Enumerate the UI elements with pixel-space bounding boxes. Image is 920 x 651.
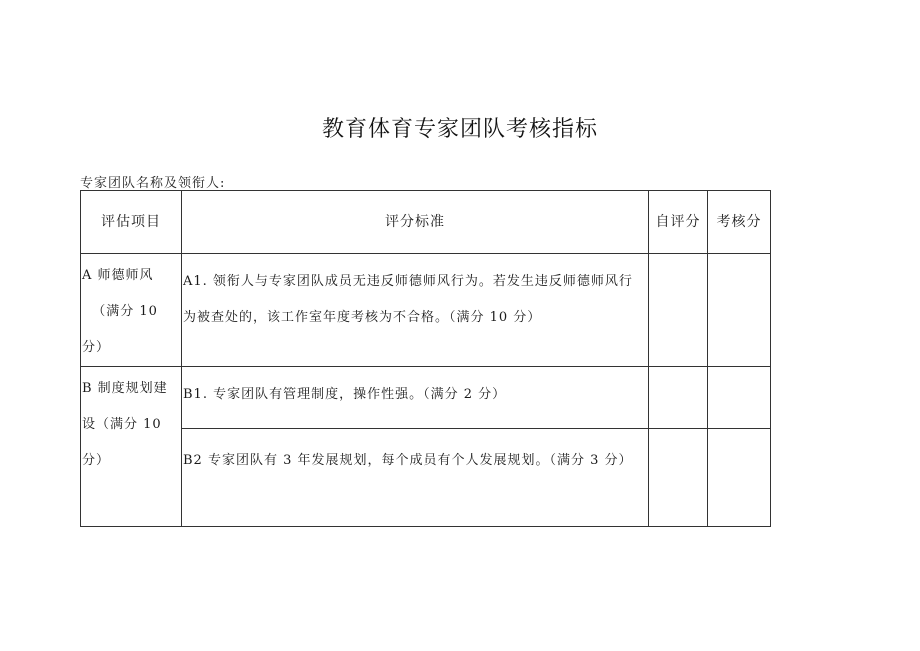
category-b: [81, 367, 181, 479]
criteria-cell-b1: [182, 367, 649, 429]
criteria-cell-a1: [182, 254, 649, 367]
review-score-cell-b2[interactable]: [708, 429, 771, 527]
header-review-score: 考核分: [708, 191, 771, 254]
criteria-a1: A1. 领衔人与专家团队成员无违反师德师风行为。若发生违反师德师风行为被查处的，该工作室年度考核为不合格。（满分 10 分）: [183, 274, 633, 325]
criteria-b2: B2 专家团队有 3 年发展规划，每个成员有个人发展规划。（满分 3 分）: [183, 453, 633, 468]
review-score-cell-a1[interactable]: [708, 254, 771, 367]
category-b-line3: 分）: [82, 453, 111, 468]
category-cell-b: [81, 367, 182, 527]
team-name-label: 专家团队名称及领衔人:: [80, 176, 226, 191]
assessment-table: [80, 190, 771, 527]
category-a-line3: 分）: [82, 340, 111, 355]
category-b-line2: 设（满分 10: [82, 417, 162, 432]
header-item: 评估项目: [81, 191, 182, 254]
table-header-row: [81, 191, 771, 254]
category-cell-a: [81, 254, 182, 367]
category-a-line2: （满分 10: [92, 304, 158, 319]
review-score-cell-b1[interactable]: [708, 367, 771, 429]
header-criteria: 评分标准: [182, 191, 649, 254]
category-b-line1: B 制度规划建: [82, 381, 168, 396]
self-score-cell-b2[interactable]: [649, 429, 708, 527]
table-row: [81, 254, 771, 367]
self-score-cell-b1[interactable]: [649, 367, 708, 429]
table-row: [81, 367, 771, 429]
criteria-cell-b2: [182, 429, 649, 527]
document-title: 教育体育专家团队考核指标: [321, 117, 598, 142]
criteria-b1: B1. 专家团队有管理制度，操作性强。（满分 2 分）: [183, 387, 507, 402]
category-a-line1: A 师德师风: [82, 268, 154, 283]
header-self-score: 自评分: [649, 191, 708, 254]
self-score-cell-a1[interactable]: [649, 254, 708, 367]
table-row: [81, 429, 771, 527]
category-a: [81, 254, 181, 366]
